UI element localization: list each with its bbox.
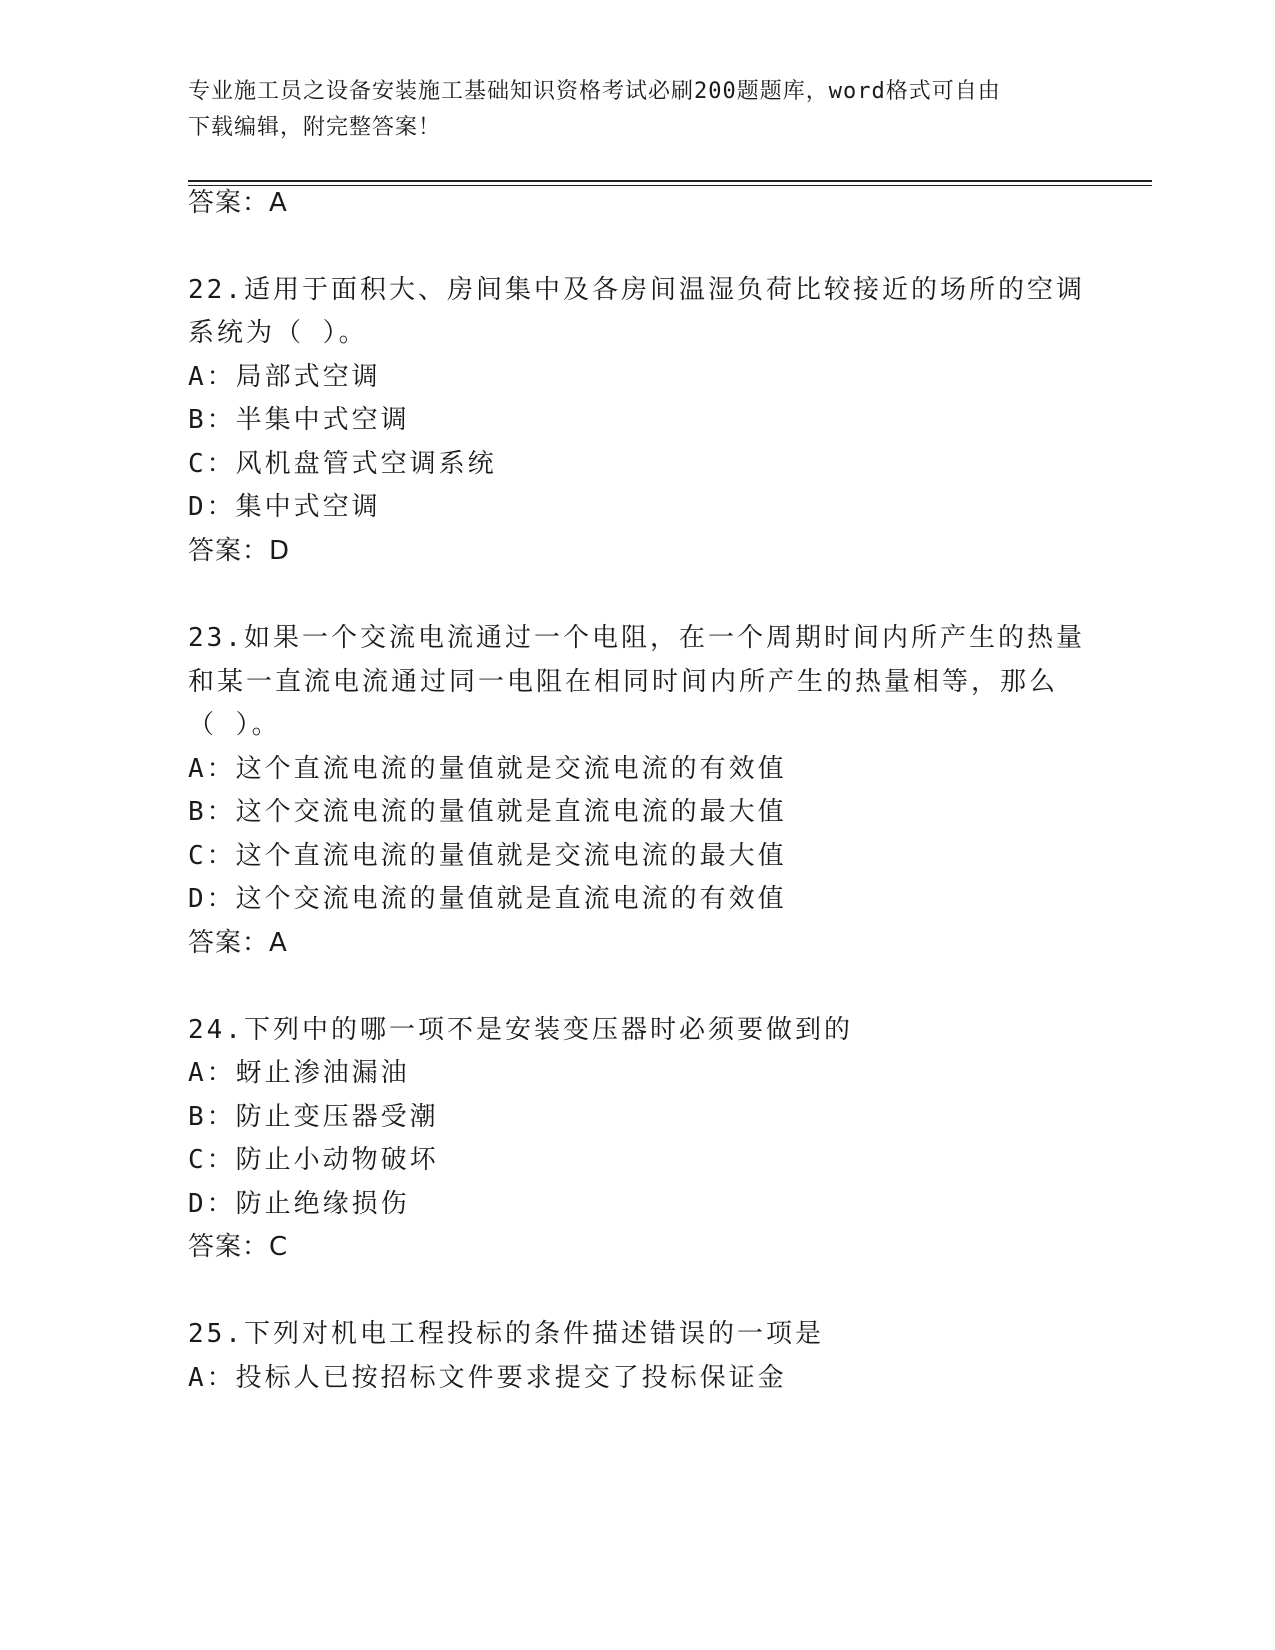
question-23-option-a: A：这个直流电流的量值就是交流电流的有效值	[188, 754, 787, 784]
document-header	[188, 74, 1068, 146]
header-divider-thin	[188, 185, 1152, 186]
question-22-option-c: C：风机盘管式空调系统	[188, 449, 497, 479]
question-25-stem-line-1: 25.下列对机电工程投标的条件描述错误的一项是	[188, 1319, 824, 1349]
question-23-option-d: D：这个交流电流的量值就是直流电流的有效值	[188, 884, 787, 914]
header-line-2: 下载编辑，附完整答案！	[188, 115, 442, 140]
question-23-option-c: C：这个直流电流的量值就是交流电流的最大值	[188, 841, 787, 871]
question-23-stem-line-2: 和某一直流电流通过同一电阻在相同时间内所产生的热量相等，那么	[188, 667, 1059, 697]
question-22-option-b: B：半集中式空调	[188, 405, 410, 435]
question-22-answer: 答案：D	[188, 536, 291, 566]
question-22-option-d: D：集中式空调	[188, 492, 381, 522]
question-24-option-b: B：防止变压器受潮	[188, 1102, 439, 1132]
header-divider-thick	[188, 180, 1152, 182]
header-line-1: 专业施工员之设备安装施工基础知识资格考试必刷200题题库，word格式可自由	[188, 79, 1001, 104]
question-24-option-d: D：防止绝缘损伤	[188, 1189, 410, 1219]
question-25-option-a: A：投标人已按招标文件要求提交了投标保证金	[188, 1363, 787, 1393]
question-24-option-c: C：防止小动物破坏	[188, 1145, 439, 1175]
question-24-answer: 答案：C	[188, 1232, 289, 1262]
question-23-option-b: B：这个交流电流的量值就是直流电流的最大值	[188, 797, 787, 827]
question-24-stem-line-1: 24.下列中的哪一项不是安装变压器时必须要做到的	[188, 1015, 853, 1045]
previous-answer: 答案：A	[188, 188, 288, 218]
question-23-stem-line-3: （ ）。	[188, 710, 281, 740]
question-23-stem-line-1: 23.如果一个交流电流通过一个电阻，在一个周期时间内所产生的热量	[188, 623, 1085, 653]
question-22-stem-line-1: 22.适用于面积大、房间集中及各房间温湿负荷比较接近的场所的空调	[188, 275, 1085, 305]
question-22-stem-line-2: 系统为（ ）。	[188, 318, 368, 348]
question-24-option-a: A：蚜止渗油漏油	[188, 1058, 410, 1088]
question-22-option-a: A：局部式空调	[188, 362, 381, 392]
question-23-answer: 答案：A	[188, 928, 288, 958]
